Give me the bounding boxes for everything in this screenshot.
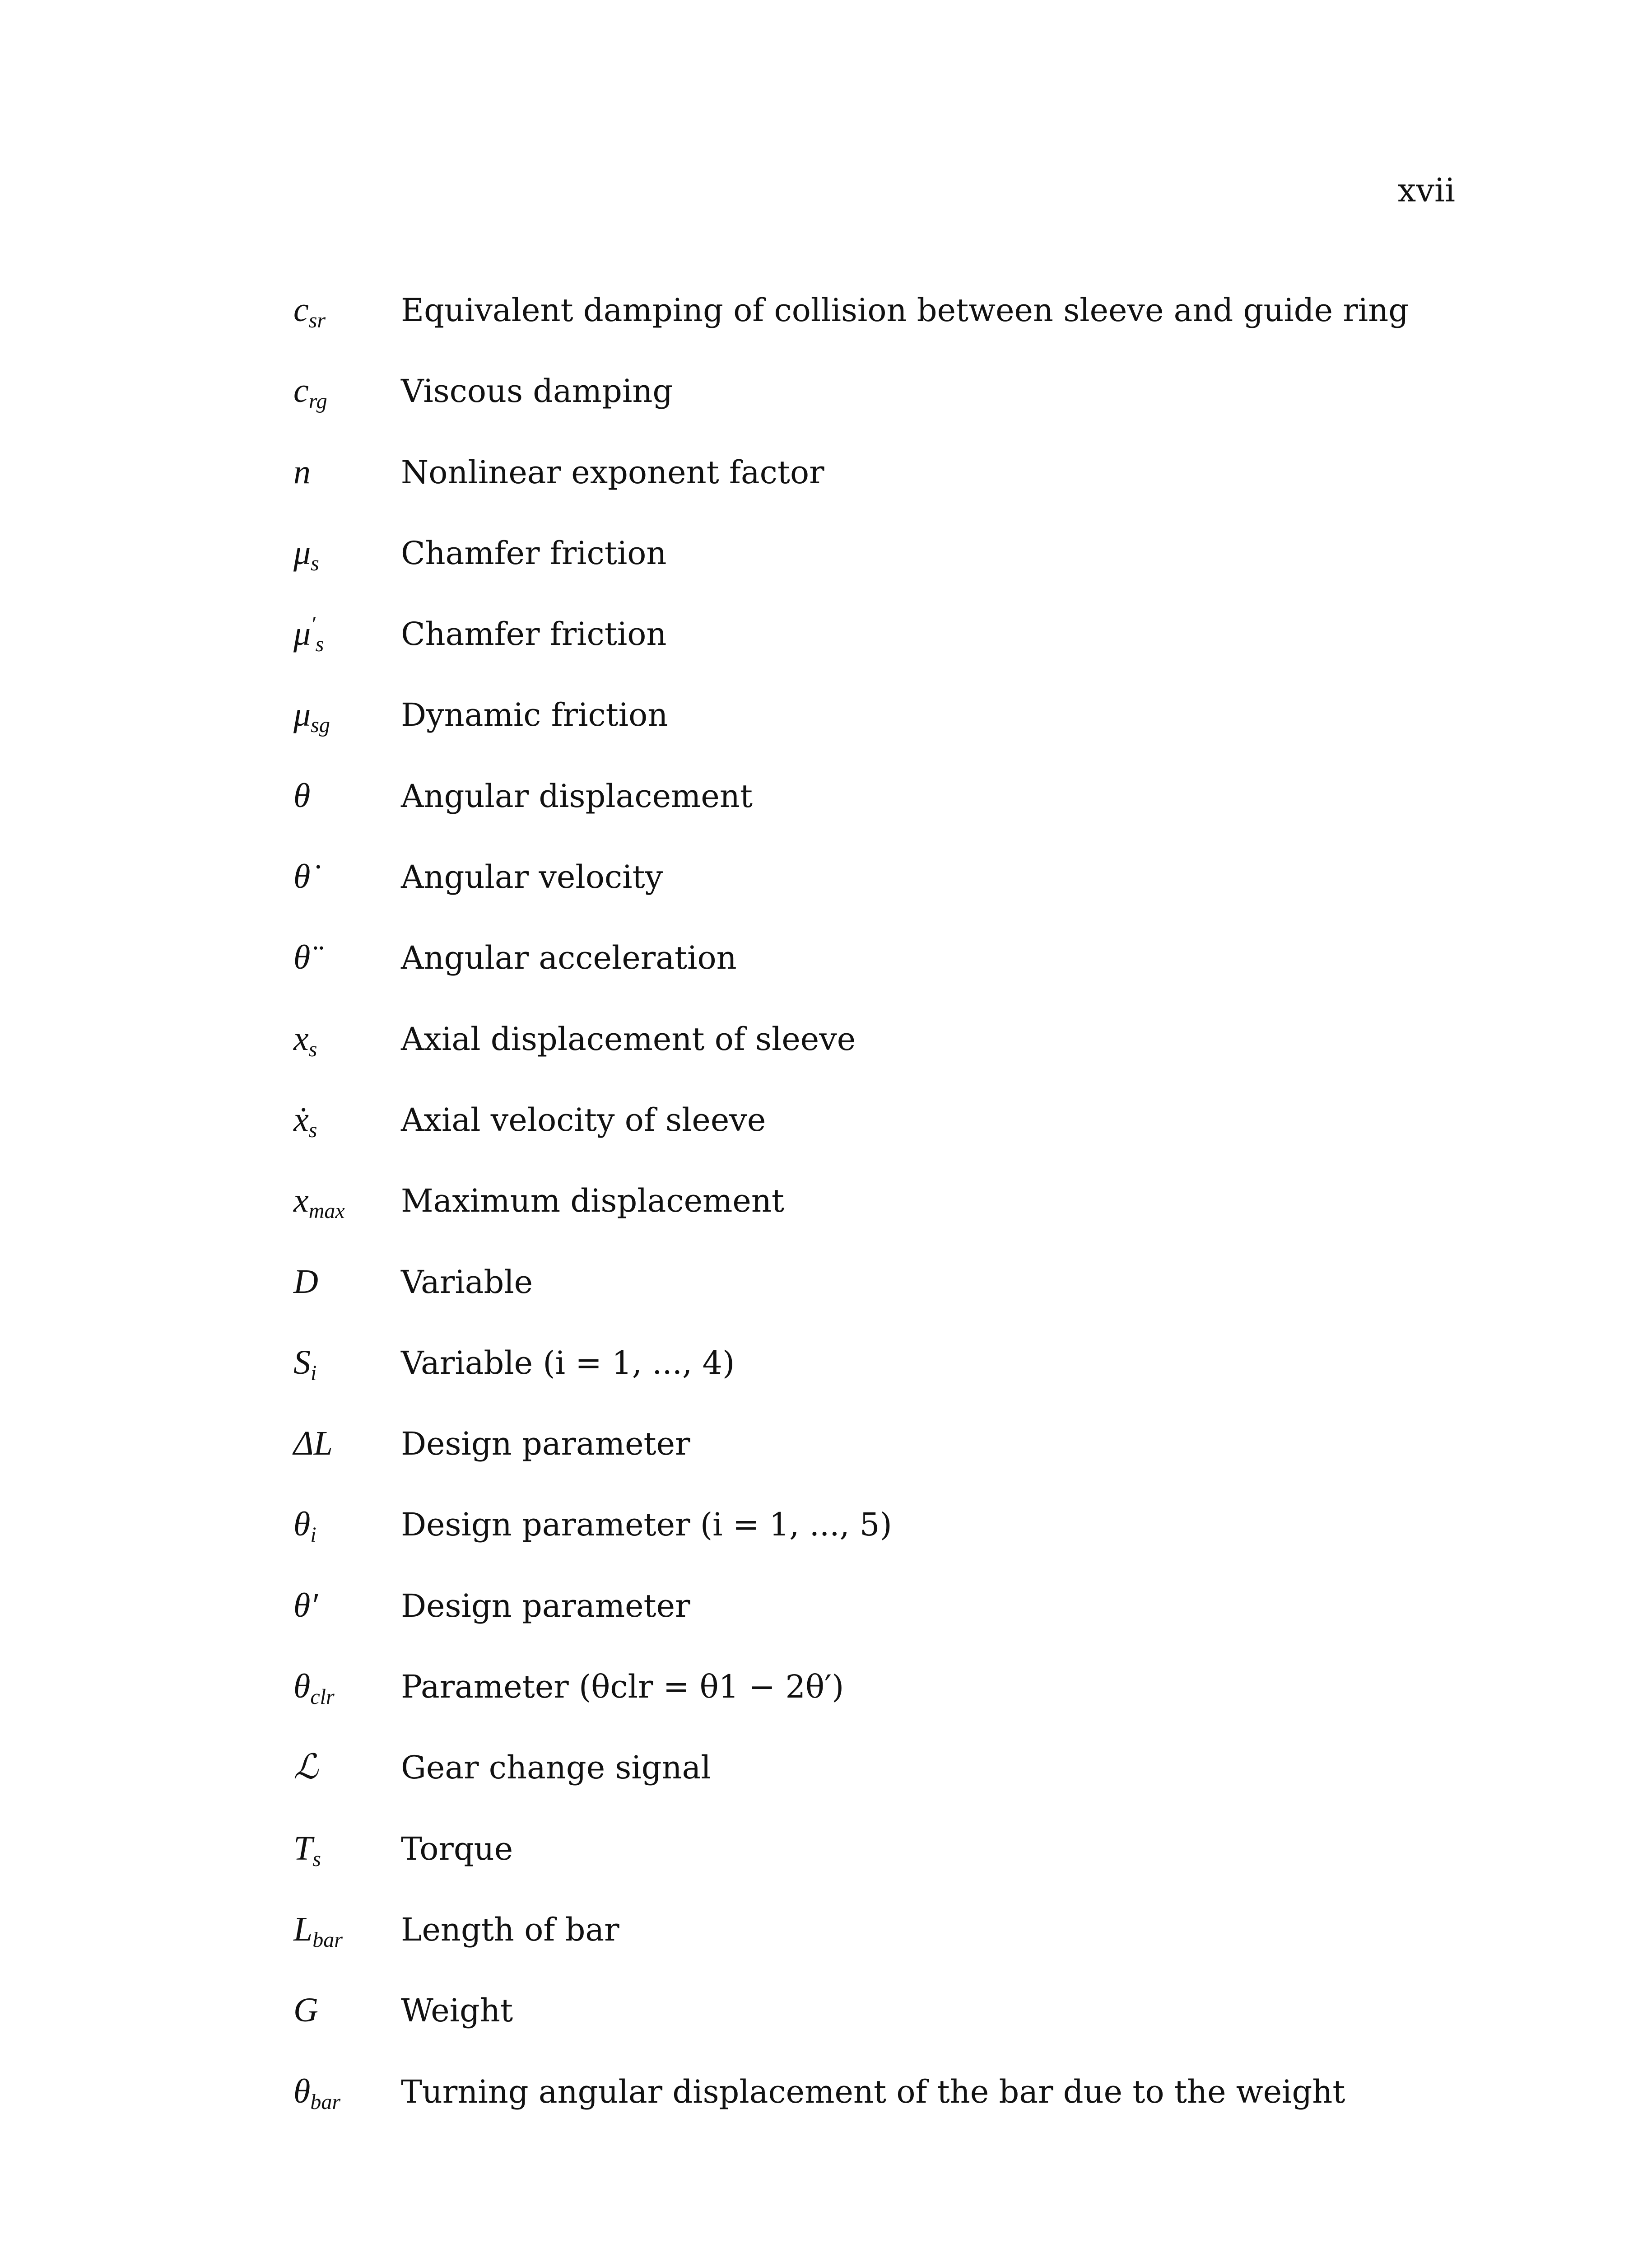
symbol — [293, 1019, 401, 1061]
nomenclature-row — [293, 1993, 1467, 2074]
symbol-description: Variable (i = 1, ..., 4) — [401, 1344, 735, 1381]
symbol-description: Viscous damping — [401, 373, 673, 410]
symbol — [293, 1588, 401, 1623]
symbol-base: n — [293, 453, 311, 491]
nomenclature-row — [293, 293, 1467, 373]
symbol-description: Dynamic friction — [401, 696, 668, 734]
nomenclature-row — [293, 1588, 1467, 1669]
nomenclature-row — [293, 1507, 1467, 1588]
symbol — [293, 533, 401, 575]
symbol-description: Design parameter — [401, 1425, 690, 1463]
page-number: xvii — [1397, 171, 1455, 209]
symbol-description: Axial displacement of sleeve — [401, 1020, 856, 1058]
symbol-description: Equivalent damping of collision between sleeve and guide ring — [401, 292, 1409, 329]
nomenclature-list — [293, 293, 1467, 2155]
symbol — [293, 776, 401, 815]
symbol — [293, 612, 401, 657]
symbol-description: Angular acceleration — [401, 939, 737, 977]
symbol — [293, 1343, 401, 1385]
symbol — [293, 1748, 401, 1787]
nomenclature-row — [293, 612, 1467, 697]
symbol-description: Turning angular displacement of the bar due to the weight — [401, 2073, 1345, 2110]
symbol-base: θ̈ — [293, 938, 311, 977]
symbol-base: μ — [293, 533, 311, 572]
nomenclature-row — [293, 1264, 1467, 1345]
nomenclature-row — [293, 1102, 1467, 1183]
symbol-description: Torque — [401, 1830, 513, 1867]
symbol — [293, 291, 401, 332]
symbol-base: ΔL — [293, 1424, 333, 1463]
symbol-subscript: sr — [308, 308, 326, 332]
symbol-description: Nonlinear exponent factor — [401, 453, 824, 491]
symbol-base: D — [293, 1262, 318, 1301]
symbol-description: Length of bar — [401, 1911, 619, 1948]
symbol-base: θ′ — [293, 1586, 318, 1624]
symbol-subscript: s — [315, 632, 324, 657]
symbol-base: L — [293, 1910, 313, 1948]
symbol-description: Parameter (θclr = θ1 − 2θ′) — [401, 1668, 844, 1706]
symbol-subscript: i — [310, 1523, 316, 1547]
symbol-description: Gear change signal — [401, 1749, 711, 1787]
symbol — [293, 372, 401, 414]
symbol-subscript: bar — [310, 2090, 341, 2114]
symbol — [293, 1181, 401, 1223]
symbol-subscript: rg — [308, 389, 327, 414]
symbol-description: Maximum displacement — [401, 1182, 785, 1220]
nomenclature-row — [293, 1426, 1467, 1507]
symbol-subscript: sg — [311, 713, 330, 737]
symbol-base: μ — [293, 695, 311, 734]
symbol-base: x — [293, 1019, 309, 1058]
symbol-description: Axial velocity of sleeve — [401, 1101, 766, 1138]
symbol-base: μ — [293, 615, 311, 653]
symbol-description: Variable — [401, 1263, 533, 1301]
nomenclature-row — [293, 533, 1467, 616]
nomenclature-row — [293, 859, 1467, 940]
nomenclature-row — [293, 373, 1467, 454]
symbol — [293, 859, 401, 894]
symbol-subscript: i — [311, 1361, 317, 1385]
symbol-superscript: ′ — [311, 612, 316, 637]
symbol-base: ẋ — [293, 1100, 309, 1138]
symbol-base: x — [293, 1181, 309, 1220]
nomenclature-row — [293, 1912, 1467, 1993]
symbol-subscript: s — [308, 1118, 317, 1142]
symbol — [293, 2072, 401, 2114]
nomenclature-row — [293, 1750, 1467, 1831]
nomenclature-row — [293, 1831, 1467, 1912]
symbol-subscript: bar — [312, 1927, 343, 1952]
nomenclature-row — [293, 1669, 1467, 1750]
symbol-base: c — [293, 291, 309, 329]
symbol-description: Chamfer friction — [401, 534, 667, 572]
symbol — [293, 1910, 401, 1952]
nomenclature-row — [293, 1345, 1467, 1426]
symbol-description: Design parameter (i = 1, ..., 5) — [401, 1506, 892, 1544]
symbol — [293, 455, 401, 489]
nomenclature-row — [293, 2074, 1467, 2155]
symbol-base: θ — [293, 1505, 311, 1544]
nomenclature-row — [293, 697, 1467, 778]
symbol-base: T — [293, 1829, 313, 1867]
symbol — [293, 1993, 401, 2027]
nomenclature-row — [293, 776, 1467, 859]
symbol — [293, 695, 401, 737]
symbol-base: ℒ — [293, 1748, 318, 1787]
symbol-base: θ — [293, 776, 311, 815]
symbol-base: c — [293, 372, 309, 410]
symbol-subscript: s — [308, 1037, 317, 1061]
symbol — [293, 940, 401, 975]
symbol-subscript: max — [308, 1199, 345, 1223]
symbol-description: Angular velocity — [401, 858, 663, 896]
nomenclature-row — [293, 940, 1467, 1021]
symbol-base: θ̇ — [293, 858, 311, 896]
symbol-subscript: clr — [310, 1685, 335, 1709]
symbol-base: S — [293, 1343, 311, 1381]
symbol — [293, 1100, 401, 1142]
symbol — [293, 1829, 401, 1871]
nomenclature-row — [293, 1019, 1467, 1102]
symbol-description: Design parameter — [401, 1587, 690, 1624]
symbol-description: Chamfer friction — [401, 616, 667, 653]
symbol — [293, 1424, 401, 1463]
symbol-subscript: s — [312, 1847, 321, 1871]
symbol — [293, 1667, 401, 1709]
symbol-base: G — [293, 1991, 318, 2029]
symbol-description: Angular displacement — [401, 777, 753, 815]
symbol-subscript: s — [311, 551, 319, 575]
nomenclature-row — [293, 455, 1467, 536]
nomenclature-row — [293, 1183, 1467, 1264]
symbol-description: Weight — [401, 1992, 513, 2029]
symbol — [293, 1505, 401, 1547]
symbol-base: θ — [293, 2072, 311, 2110]
symbol-base: θ — [293, 1667, 311, 1706]
symbol — [293, 1264, 401, 1299]
